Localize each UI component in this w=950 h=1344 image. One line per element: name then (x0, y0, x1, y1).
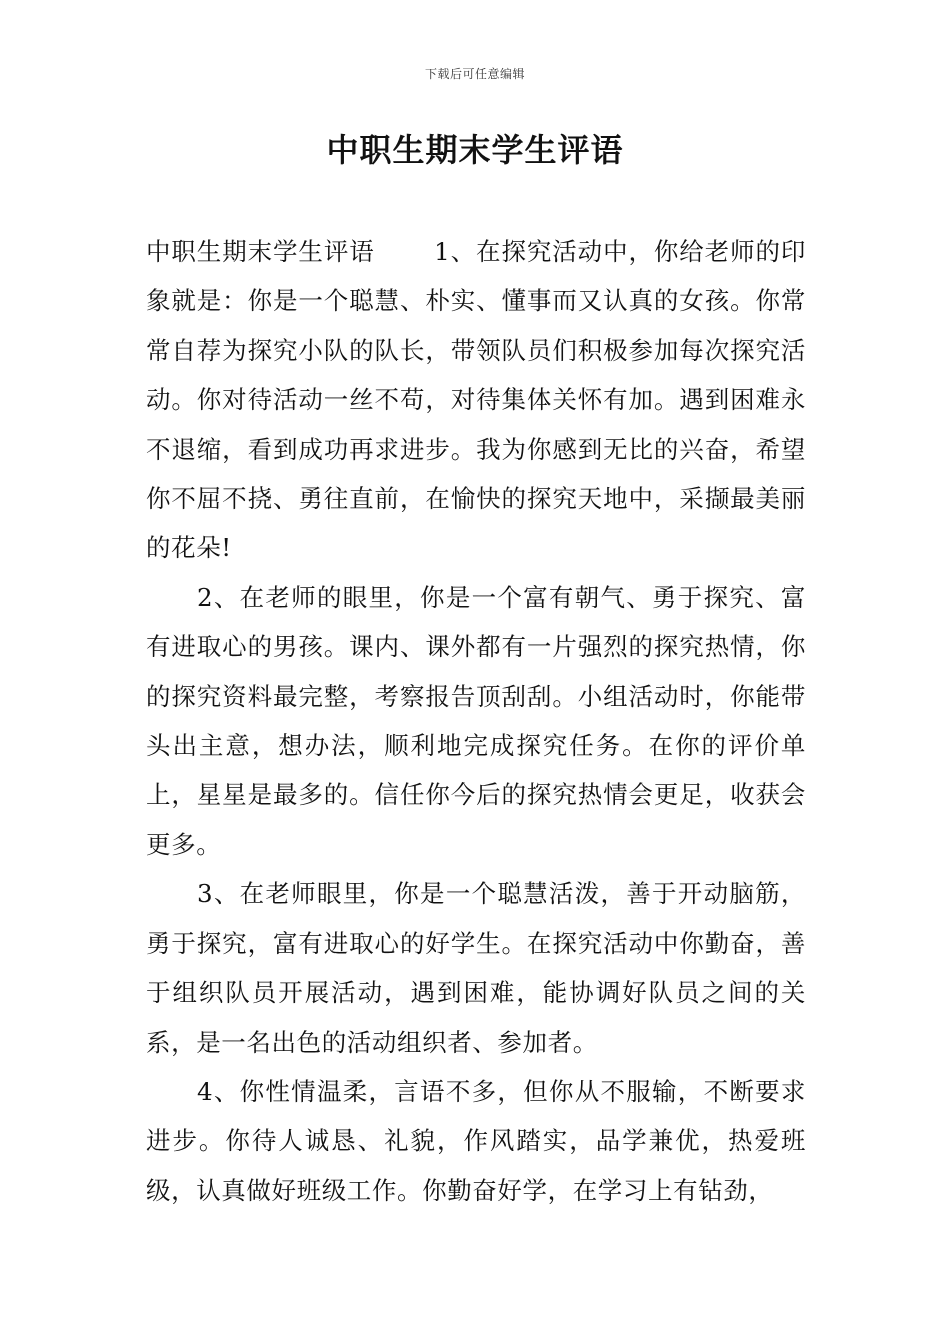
paragraph-intro: 中职生期末学生评语 1、在探究活动中，你给老师的印象就是：你是一个聪慧、朴实、懂事而又认真的女孩。你常常自荐为探究小队的队长，带领队员们积极参加每次探究活动。你对待活动一丝不苟，对待集体关怀有加。遇到困难永不退缩，看到成功再求进步。我为你感到无比的兴奋，希望你不屈不挠、勇往直前，在愉快的探究天地中，采撷最美丽的花朵! (146, 237, 806, 563)
paragraph-4: 4、你性情温柔，言语不多，但你从不服输，不断要求进步。你待人诚恳、礼貌，作风踏实，品学兼优，热爱班级，认真做好班级工作。你勤奋好学，在学习上有钻劲， (146, 1076, 806, 1205)
paragraph-3: 3、在老师眼里，你是一个聪慧活泼，善于开动脑筋，勇于探究，富有进取心的好学生。在探究活动中你勤奋，善于组织队员开展活动，遇到困难，能协调好队员之间的关系，是一名出色的活动组织者、参加者。 (146, 879, 806, 1057)
header-note: 下载后可任意编辑 (424, 67, 525, 81)
document-title: 中职生期末学生评语 (326, 131, 624, 169)
paragraph-2: 2、在老师的眼里，你是一个富有朝气、勇于探究、富有进取心的男孩。课内、课外都有一片强烈的探究热情，你的探究资料最完整，考察报告顶刮刮。小组活动时，你能带头出主意，想办法，顺利地完成探究任务。在你的评价单上，星星是最多的。信任你今后的探究热情会更足，收获会更多。 (146, 582, 806, 859)
document-body (146, 227, 806, 1215)
